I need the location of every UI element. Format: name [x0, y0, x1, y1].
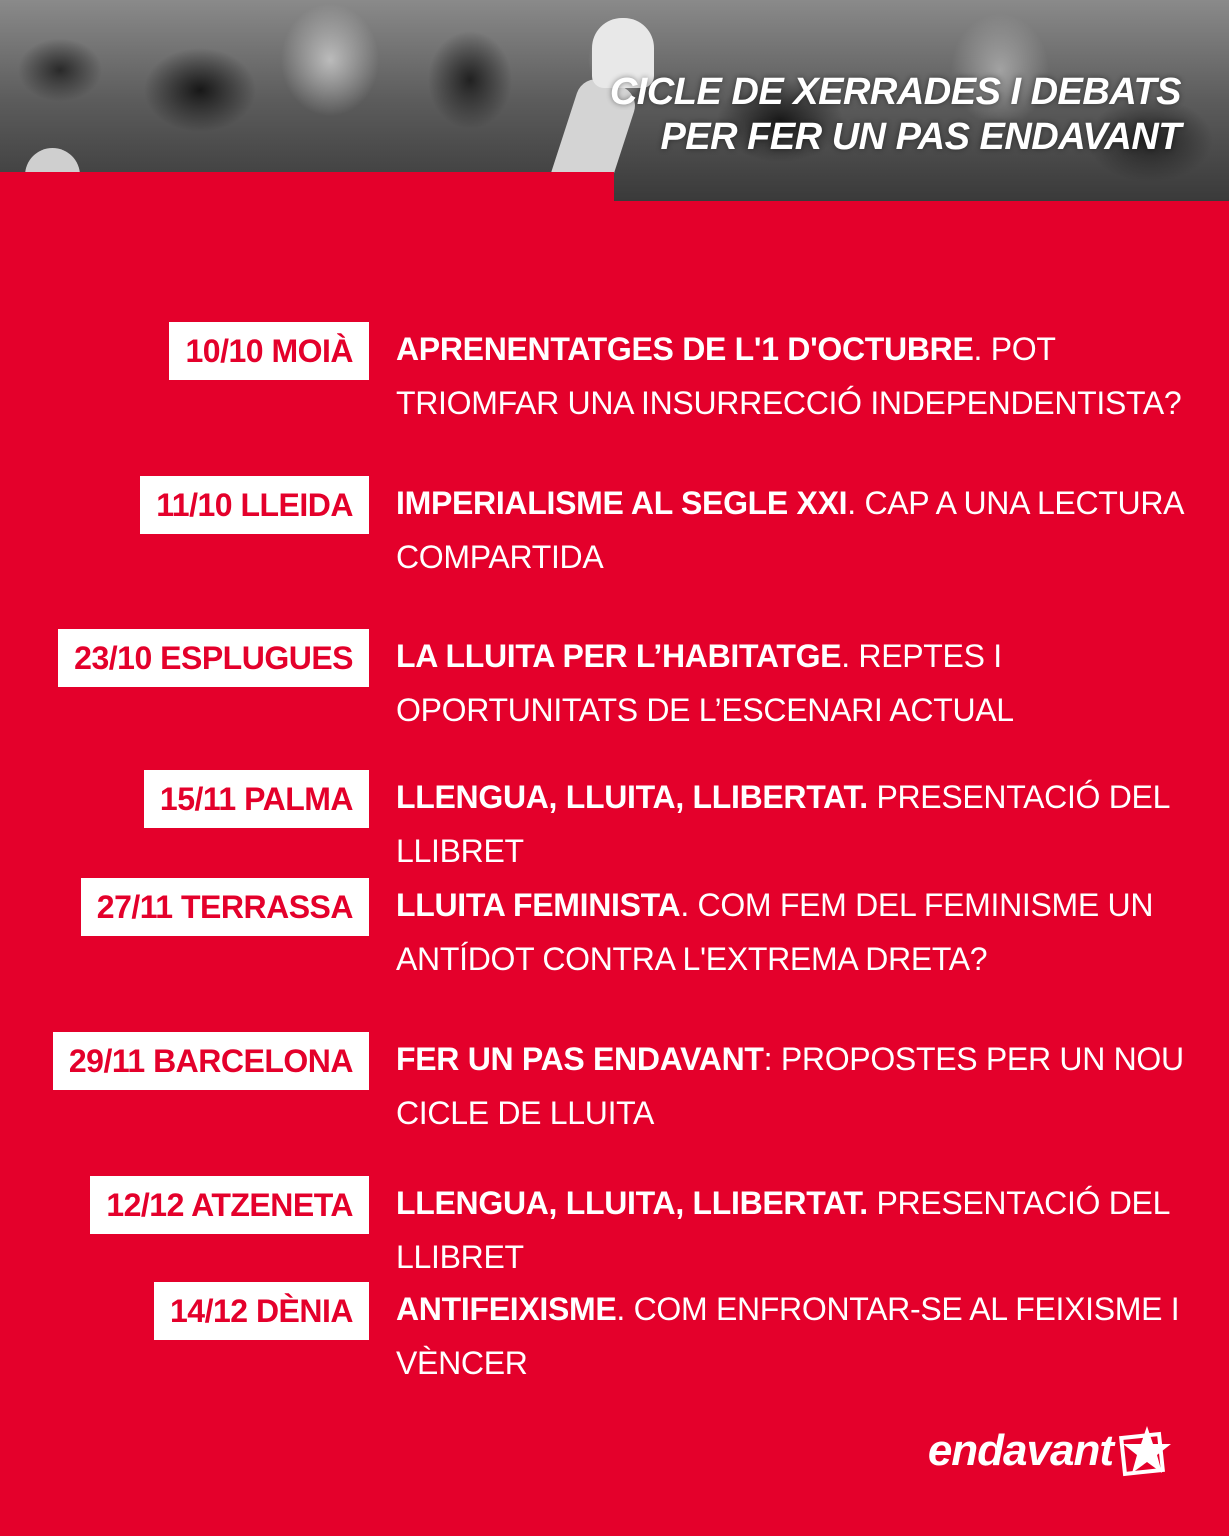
- event-description: [396, 322, 1196, 430]
- event-separator: .: [973, 331, 991, 367]
- event-subtitle: PRESENTACIÓ DEL LLIBRET: [396, 779, 1169, 869]
- event-date-tag: 29/11 BARCELONA: [53, 1032, 369, 1090]
- event-description: [396, 1032, 1196, 1140]
- event-description: [396, 1176, 1196, 1284]
- event-separator: .: [847, 485, 865, 521]
- event-separator: :: [763, 1041, 781, 1077]
- event-separator: .: [680, 887, 698, 923]
- title-line-2: PER FER UN PAS ENDAVANT: [660, 116, 1181, 158]
- event-title: APRENENTATGES DE L'1 D'OCTUBRE: [396, 331, 974, 367]
- event-title: LLENGUA, LLUITA, LLIBERTAT.: [396, 1185, 868, 1221]
- event-title: LLUITA FEMINISTA: [396, 887, 681, 923]
- endavant-logo: [928, 1424, 1171, 1478]
- event-title: FER UN PAS ENDAVANT: [396, 1041, 764, 1077]
- event-title: ANTIFEIXISME: [396, 1291, 617, 1327]
- event-date-tag: 15/11 PALMA: [144, 770, 369, 828]
- page-title: [610, 70, 1181, 160]
- event-title: LLENGUA, LLUITA, LLIBERTAT.: [396, 779, 868, 815]
- event-description: [396, 1282, 1196, 1390]
- event-separator: .: [841, 638, 859, 674]
- event-subtitle: PROPOSTES PER UN NOU CICLE DE LLUITA: [396, 1041, 1184, 1131]
- title-line-1: CICLE DE XERRADES I DEBATS: [609, 71, 1181, 113]
- event-description: [396, 629, 1196, 737]
- logo-wordmark: endavant: [927, 1426, 1113, 1475]
- event-date-tag: 14/12 DÈNIA: [154, 1282, 369, 1340]
- event-description: [396, 770, 1196, 878]
- event-date-tag: 12/12 ATZENETA: [90, 1176, 369, 1234]
- red-tab-block: [0, 172, 614, 212]
- event-title: IMPERIALISME AL SEGLE XXI: [396, 485, 848, 521]
- event-date-tag: 23/10 ESPLUGUES: [58, 629, 369, 687]
- header-photo: [0, 0, 1229, 201]
- event-description: [396, 476, 1196, 584]
- event-date-tag: 10/10 MOIÀ: [169, 322, 369, 380]
- event-date-tag: 27/11 TERRASSA: [81, 878, 369, 936]
- star-icon: [1117, 1424, 1171, 1478]
- event-separator: .: [616, 1291, 634, 1327]
- event-subtitle: COM ENFRONTAR-SE AL FEIXISME I VÈNCER: [396, 1291, 1180, 1381]
- event-description: [396, 878, 1196, 986]
- event-subtitle: POT TRIOMFAR UNA INSURRECCIÓ INDEPENDENTISTA?: [396, 331, 1182, 421]
- event-title: LA LLUITA PER L’HABITATGE: [396, 638, 842, 674]
- event-date-tag: 11/10 LLEIDA: [140, 476, 369, 534]
- event-subtitle: REPTES I OPORTUNITATS DE L’ESCENARI ACTUAL: [396, 638, 1014, 728]
- event-subtitle: CAP A UNA LECTURA COMPARTIDA: [396, 485, 1183, 575]
- event-subtitle: COM FEM DEL FEMINISME UN ANTÍDOT CONTRA L'EXTREMA DRETA?: [396, 887, 1154, 977]
- event-subtitle: PRESENTACIÓ DEL LLIBRET: [396, 1185, 1169, 1275]
